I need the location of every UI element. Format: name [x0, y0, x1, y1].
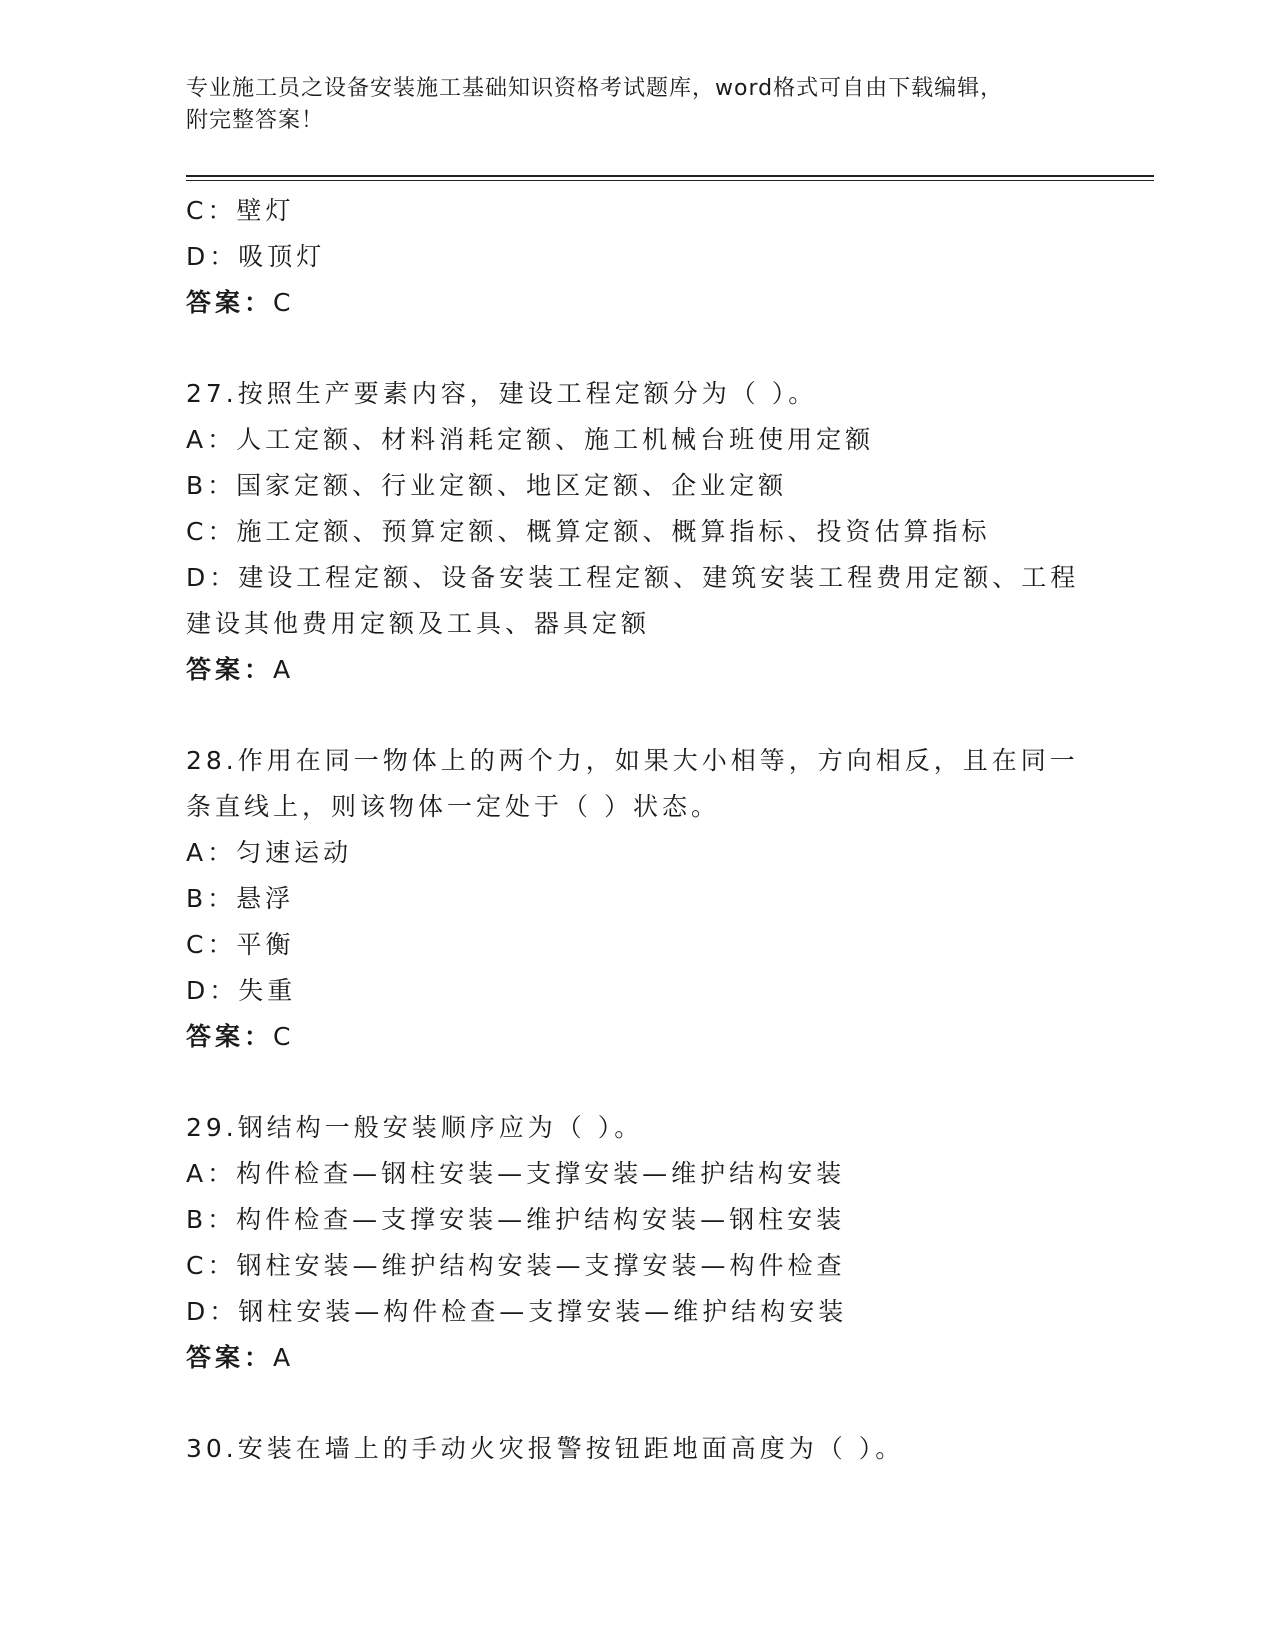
option-d: D：建设工程定额、设备安装工程定额、建筑安装工程费用定额、工程 [186, 563, 1080, 592]
option-d: D：钢柱安装—构件检查—支撑安装—维护结构安装 [186, 1297, 848, 1326]
question-stem-continued: 条直线上，则该物体一定处于（ ）状态。 [186, 792, 720, 821]
answer-value: A [273, 655, 295, 684]
spacer [186, 1060, 1086, 1105]
option-b: B：悬浮 [186, 884, 295, 913]
option-b: B：国家定额、行业定额、地区定额、企业定额 [186, 471, 788, 500]
option-d-continued: 建设其他费用定额及工具、器具定额 [186, 609, 651, 638]
question-29 [186, 1105, 1086, 1381]
option-a: A：匀速运动 [186, 838, 353, 867]
answer-line [186, 1335, 1086, 1381]
question-30 [186, 1426, 1086, 1472]
answer-line [186, 280, 1086, 326]
question-28 [186, 738, 1086, 1060]
spacer [186, 326, 1086, 371]
question-stem: 30.安装在墙上的手动火灾报警按钮距地面高度为（ ）。 [186, 1434, 905, 1463]
answer-value: C [273, 1022, 295, 1051]
answer-value: A [273, 1343, 295, 1372]
header-rule-thin [186, 180, 1154, 181]
header-line-1: 专业施工员之设备安装施工基础知识资格考试题库，word格式可自由下载编辑， [186, 76, 1004, 101]
option-d: D：失重 [186, 976, 297, 1005]
option-d: D：吸顶灯 [186, 242, 326, 271]
option-c: C：平衡 [186, 930, 295, 959]
document-header [186, 73, 1086, 137]
option-c: C：壁灯 [186, 196, 295, 225]
question-stem: 29.钢结构一般安装顺序应为（ ）。 [186, 1113, 644, 1142]
option-c: C：钢柱安装—维护结构安装—支撑安装—构件检查 [186, 1251, 846, 1280]
answer-line [186, 1014, 1086, 1060]
question-list [186, 188, 1086, 1472]
spacer [186, 693, 1086, 738]
option-b: B：构件检查—支撑安装—维护结构安装—钢柱安装 [186, 1205, 846, 1234]
answer-label: 答案： [186, 1343, 274, 1372]
answer-label: 答案： [186, 288, 274, 317]
answer-line [186, 647, 1086, 693]
question-27 [186, 371, 1086, 693]
question-26-tail [186, 188, 1086, 326]
answer-value: C [273, 288, 295, 317]
answer-label: 答案： [186, 1022, 274, 1051]
answer-label: 答案： [186, 655, 274, 684]
question-stem: 28.作用在同一物体上的两个力，如果大小相等，方向相反，且在同一 [186, 746, 1079, 775]
question-stem: 27.按照生产要素内容，建设工程定额分为（ ）。 [186, 379, 818, 408]
header-rule-thick [186, 175, 1154, 177]
option-a: A：构件检查—钢柱安装—支撑安装—维护结构安装 [186, 1159, 846, 1188]
spacer [186, 1381, 1086, 1426]
option-a: A：人工定额、材料消耗定额、施工机械台班使用定额 [186, 425, 875, 454]
option-c: C：施工定额、预算定额、概算定额、概算指标、投资估算指标 [186, 517, 991, 546]
header-line-2: 附完整答案！ [186, 108, 325, 133]
